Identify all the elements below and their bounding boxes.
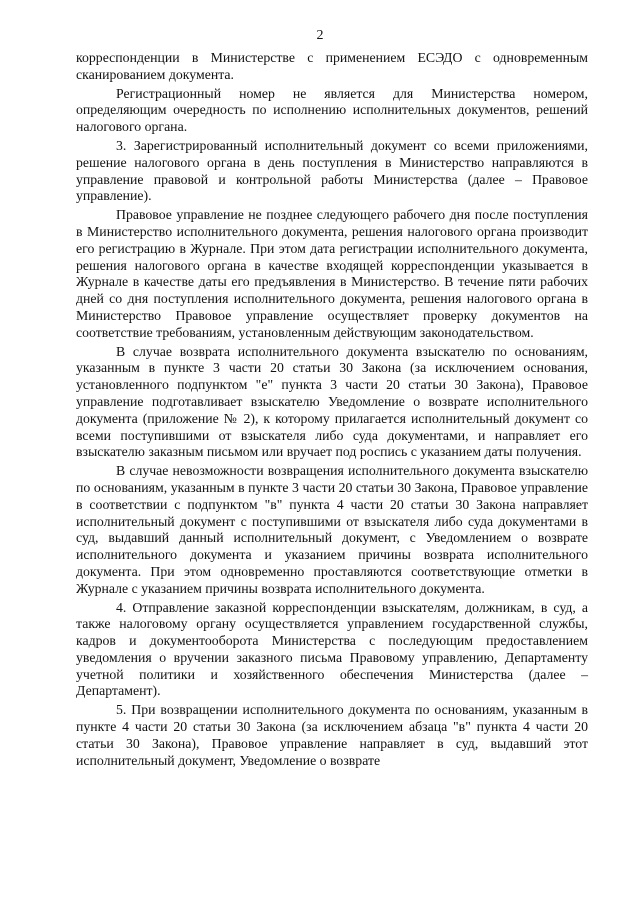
paragraph-item-5: 5. При возвращении исполнительного документа по основаниям, указанным в пункте 4 части 20 статьи 30 Закона (за исключением абзаца "в" пункта 4 части 20 статьи 30 Закона), Правовое управление направляет в суд, выдавший этот исполнительный документ, Уведомление о возврате: [76, 702, 588, 768]
paragraph-legal-department: Правовое управление не позднее следующего рабочего дня после поступления в Министерство исполнительного документа, решения налогового органа производит его регистрацию в Журнале. При этом дата регистрации исполнительного документа, решения налогового органа в качестве входящей корреспонденции указывается в Журнале в качестве даты его предъявления в Министерство. В течение пяти рабочих дней со дня поступления исполнительного документа, решения налогового органа в Министерство Правовое управление осуществляет проверку документов на соответствие требованиям, установленным действующим законодательством.: [76, 207, 588, 340]
paragraph-item-4: 4. Отправление заказной корреспонденции взыскателям, должникам, в суд, а также налоговому органу осуществляется управлением государственной службы, кадров и документооборота Министерства с последующим предоставлением уведомления о вручении заказного письма Правовому управлению, Департаменту учетной политики и хозяйственного обеспечения Министерства (далее – Департамент).: [76, 599, 588, 699]
paragraph-continuation: корреспонденции в Министерстве с применением ЕСЭДО с одновременным сканированием документа.: [76, 50, 588, 82]
paragraph-item-3: 3. Зарегистрированный исполнительный документ со всеми приложениями, решение налогового органа в день поступления в Министерство направляются в управление правовой и контрольной работы Министерства (далее – Правовое управление).: [76, 137, 588, 204]
paragraph-return-impossible: В случае невозможности возвращения исполнительного документа взыскателю по основаниям, указанным в пункте 3 части 20 статьи 30 Закона, Правовое управление в соответствии с подпунктом "в" пункта 4 части 20 статьи 30 Закона направляет исполнительный документ с поступившими от взыскателя либо суда документами в суд, выдавший данный исполнительный документ, с Уведомлением о возврате исполнительного документа и указанием причины возврата исполнительного документа. При этом одновременно проставляются соответствующие отметки в Журнале с указанием причины возврата исполнительного документа.: [76, 463, 588, 596]
document-body: [76, 50, 588, 769]
page-number: 2: [316, 28, 324, 43]
paragraph-registration-number: Регистрационный номер не является для Министерства номером, определяющим очередность по исполнению исполнительных документов, решений налогового органа.: [76, 85, 588, 135]
paragraph-return-to-claimant: В случае возврата исполнительного документа взыскателю по основаниям, указанным в пункте 3 части 20 статьи 30 Закона (за исключением основания, установленного подпунктом "е" пункта 3 части 20 статьи 30 Закона), Правовое управление подготавливает взыскателю Уведомление о возврате исполнительного документа (приложение № 2), к которому прилагается исполнительный документ со всеми поступившими от взыскателя либо суда документами, и направляет его взыскателю заказным письмом или вручает под роспись с указанием даты получения.: [76, 343, 588, 460]
